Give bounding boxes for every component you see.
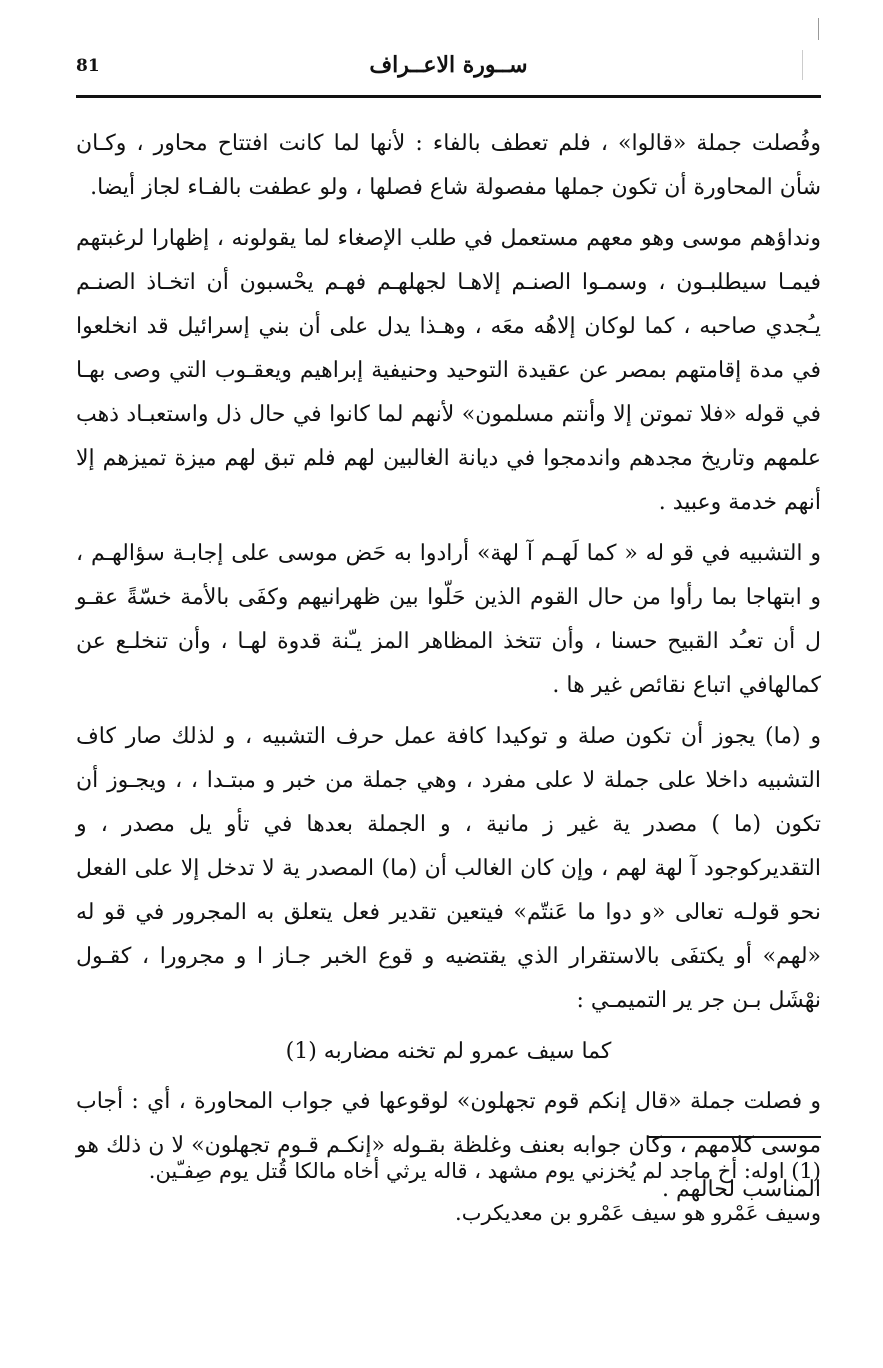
- running-title: ســورة الاعــراف: [369, 52, 528, 78]
- footnote-rule: [648, 1136, 821, 1138]
- page-number: 81: [76, 56, 100, 76]
- page-header: [76, 52, 821, 88]
- scan-mark: [818, 18, 819, 40]
- paragraph: ونداؤهم موسى وهو معهم مستعمل في طلب الإصغاء لما يقولونه ، إظهارا لرغبتهم فيمـا سيطلبـون ، وسمـوا الصنـم إلاهـا لجهلهـم فهـم يحْسبون أن اتخـاذ الصنـم يـُجدي صاحبه ، كما لوكان إلاهُه معَه ، وهـذا يدل على أن بني إسرائيل قد انخلعوا في مدة إقامتهم بمصر عن عقيدة التوحيد وحنيفية إبراهيم ويعقـوب التي وصى بهـا في قوله «فلا تموتن إلا وأنتم مسلمون» لأنهم لما كانوا في حال ذل واستعبـاد ذهب علمهم وتاريخ مجدهم واندمجوا في ديانة الغالبين لهم فلم تبق لهم ميزة تميزهم إلا أنهم خدمة وعبيد .: [76, 226, 821, 515]
- footnote: [76, 1150, 821, 1234]
- paragraph: و التشبيه في قو له « كما لَهـم آ لهة» أرادوا به حَض موسى على إجابـة سؤالهـم ، و ابتهاجا بما رأوا من حال القوم الذين حَلّوا بين ظهرانيهم وكفَى بالأمة خسّةً عقـو ل أن تعـُد القبيح حسنا ، وأن تتخذ المظاهر المز يـّنة قدوة لهـا ، وأن تنخلـع عن كمالهافي اتباع نقائص غير ها .: [76, 541, 821, 698]
- footnote-line: (1) اوله: أخ ماجد لم يُخزني يوم مشهد ، قاله يرثي أخاه مالكا قُتل يوم صِفـّين.: [148, 1159, 821, 1183]
- body-text: [76, 122, 821, 1219]
- paragraph: و فصلت جملة «قال إنكم قوم تجهلون» لوقوعها في جواب المحاورة ، أي : أجاب موسى كلامهم ، وكان جوابه بعنف وغلظة بقـوله «إنكـم قـوم تجهلون» لا ن ذلك هو المناسب لحالهم .: [76, 1089, 821, 1202]
- header-rule: [76, 95, 821, 98]
- paragraph: و (ما) يجوز أن تكون صلة و توكيدا كافة عمل حرف التشبيه ، و لذلك صار كاف التشبيه داخلا على جملة لا على مفرد ، وهي جملة من خبر و مبتـدا ، ، ويجـوز أن تكون (ما ) مصدر ية غير ز مانية ، و الجملة بعدها في تأو يل مصدر ، و التقديركوجود آ لهة لهم ، وإن كان الغالب أن (ما) المصدر ية لا تدخل إلا على الفعل نحو قولـه تعالى «و دوا ما عَنتّم» فيتعين تقدير فعل يتعلق به المجرور في قو له «لهم» أو يكتفَى بالاستقرار الذي يقتضيه و قوع الخبر جـاز ا و مجرورا ، كقـول نهْشَل بـن جر ير التميمـي :: [76, 724, 821, 1013]
- footnote-line: وسيف عَمْرو هو سيف عَمْرو بن معديكرب.: [455, 1201, 821, 1225]
- poetry-verse: كما سيف عمرو لم تخنه مضاربه (1): [285, 1039, 612, 1064]
- paragraph: وفُصلت جملة «قالوا» ، فلم تعطف بالفاء : لأنها لما كانت افتتاح محاور ، وكـان شأن المحاورة أن تكون جملها مفصولة شاع فصلها ، ولو عطفت بالفـاء لجاز أيضا.: [76, 131, 821, 200]
